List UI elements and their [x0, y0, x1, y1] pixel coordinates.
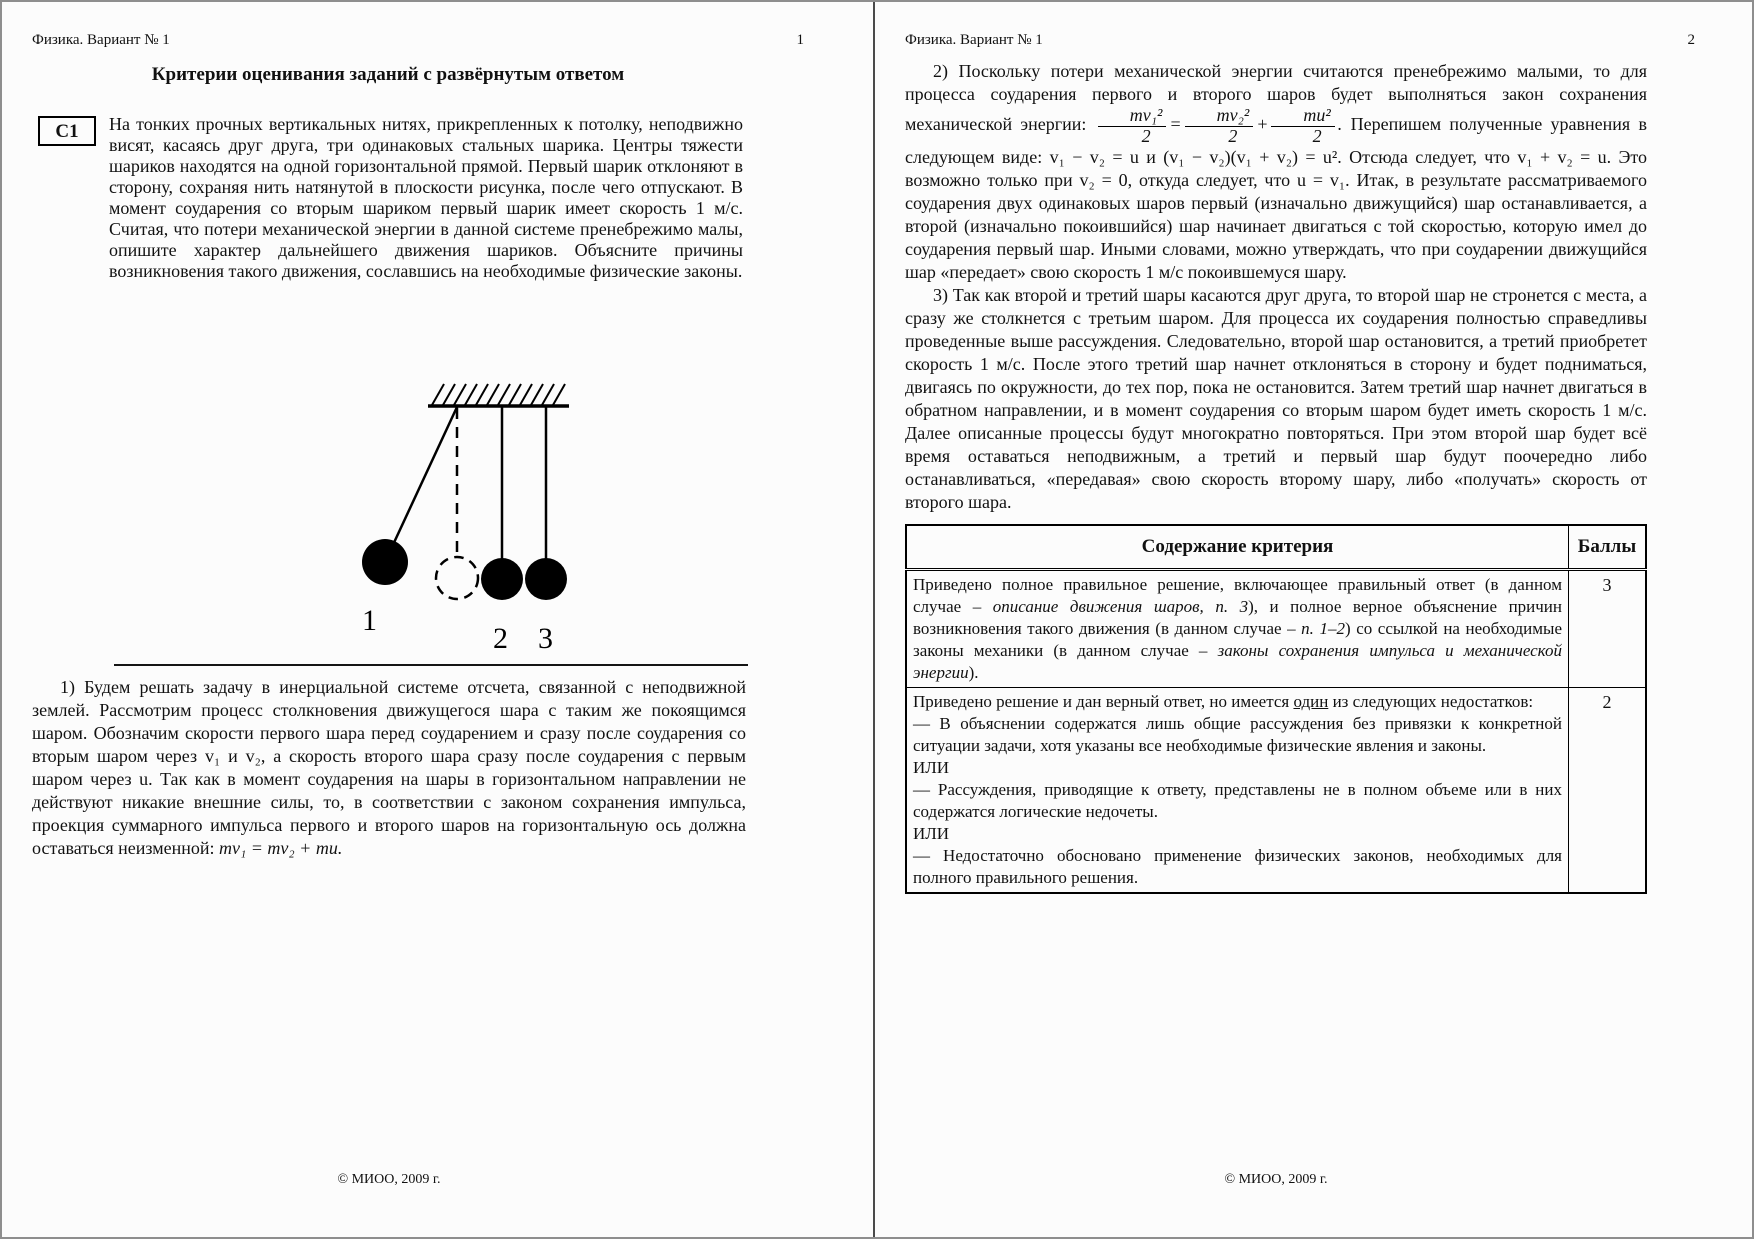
page1-variant-label: Физика. Вариант № 1 [32, 32, 170, 48]
ball-1 [362, 539, 408, 585]
task-text: На тонких прочных вертикальных нитях, прикрепленных к потолку, неподвижно висят, касаясь друг друга, три одинаковых стальных шарика. Центры тяжести шариков находятся на одной горизонтальной прямой. Первый шарик отклоняют в сторону, сохраняя нить натянутой в плоскости рисунка, после чего отпускают. В момент соударения со вторым шариком первый шарик имеет скорость 1 м/с. Считая, что потери механической энергии в данной системе пренебрежимо малы, опишите характер дальнейшего движения шариков. Объясните причины возникновения такого движения, сославшись на необходимые физические законы. [109, 114, 743, 281]
page-1 [2, 2, 873, 1237]
solution-part-1 [32, 676, 746, 860]
fraction-1-numerator: mv₁² [1098, 106, 1167, 127]
equation-period: . [1337, 114, 1343, 135]
row1-score-cell: 3 [1569, 569, 1647, 687]
ball-1-rest-position-dashed [436, 557, 478, 599]
ball-3 [525, 558, 567, 600]
solution-part-1-paragraph [32, 676, 746, 860]
page2-footer-copyright: © МИОО, 2009 г. [1224, 1172, 1328, 1187]
row2-text-1: Приведено решение и дан верный ответ, но имеется [913, 691, 1294, 711]
row2-or-1: ИЛИ [913, 757, 950, 777]
criteria-table-header-row [906, 525, 1646, 570]
page1-page-number: 1 [796, 32, 804, 48]
row2-underlined-word: один [1293, 691, 1329, 711]
fraction-term-2 [1185, 106, 1254, 146]
task-c1-box [38, 116, 96, 146]
page2-variant-label: Физика. Вариант № 1 [905, 32, 1043, 48]
criteria-header-cell: Содержание критерия [906, 525, 1569, 570]
row1-text-4: ). [968, 662, 979, 682]
energy-conservation-equation [1095, 105, 1343, 146]
row1-text-3: ) со ссылкой на необходимые законы механики (в данном случае – [913, 618, 1562, 660]
solution-part-2-lead: 2) Поскольку потери механической энергии считаются пренебрежимо малыми, то для процесса соударения первого и второго шаров будет выполняться закон сохранения механической энергии: [905, 61, 1647, 135]
task-c1-label: С1 [55, 121, 79, 142]
row1-italic-1: описание движения шаров, п. 3 [992, 596, 1249, 616]
criteria-table [905, 524, 1647, 894]
criteria-row-score-2 [906, 687, 1646, 893]
row2-deficiency-2: — Рассуждения, приводящие к ответу, представлены не в полном объеме или в них содержатся логические недочеты. [913, 779, 1562, 821]
ceiling-hatch [432, 384, 565, 405]
row2-score-cell: 2 [1569, 687, 1647, 893]
equation-plus-sign: + [1256, 114, 1269, 135]
row2-text-2: из следующих недостатков: [1328, 691, 1534, 711]
fraction-2-denominator: 2 [1228, 125, 1238, 146]
fraction-3-denominator: 2 [1312, 125, 1322, 146]
row1-text-2: ), и полное верное объяснение причин возникновения такого движения (в данном случае – [913, 596, 1563, 638]
row2-deficiency-1: — В объяснении содержатся лишь общие рассуждения без привязки к конкретной ситуации задачи, хотя указаны все необходимые физические явления и законы. [913, 713, 1562, 755]
fraction-2-numerator: mv₂² [1185, 106, 1254, 127]
row2-deficiency-3: — Недостаточно обосновано применение физических законов, необходимых для полного правильного решения. [913, 845, 1562, 887]
row1-italic-2: п. 1–2 [1301, 618, 1345, 638]
ball-1-label: 1 [362, 604, 377, 637]
ball-2-label: 2 [493, 622, 508, 655]
ball-3-label: 3 [538, 622, 553, 655]
momentum-conservation-formula: mv₁ = mv₂ + mu. [219, 838, 343, 858]
criteria-row-score-3 [906, 569, 1646, 687]
row2-intro-line [913, 691, 1562, 713]
page2-content [905, 60, 1647, 894]
page1-footer-copyright: © МИОО, 2009 г. [337, 1172, 441, 1187]
row1-italic-3: законы сохранения импульса и механической энергии [913, 640, 1562, 682]
thread-1-deflected [385, 407, 457, 562]
newtons-cradle-diagram [324, 372, 586, 664]
row1-text-1: Приведено полное правильное решение, включающее правильный ответ (в данном случае – [913, 574, 1562, 616]
fraction-term-1 [1098, 106, 1167, 146]
criteria-row1-text-cell [906, 569, 1569, 687]
row2-or-2: ИЛИ [913, 823, 950, 843]
page-2 [875, 2, 1752, 1237]
fraction-term-3 [1271, 106, 1334, 146]
solution-part-2-rest: Перепишем полученные уравнения в следующем виде: v₁ − v₂ = u и (v₁ − v₂)(v₁ + v₂) = u². Отсюда следует, что v₁ + v₂ = u. Это возможно только при v₂ = 0, откуда следует, что u = v₁. Итак, в результате рассматриваемого соударения двух одинаковых шаров первый (изначально движущийся) шар останавливается, а второй (изначально покоившийся) шар начинает двигаться с той скоростью, которую имел до соударения первый шар. Иными словами, можно утверждать, что при соударении движущийся шар «передает» свою скорость 1 м/с покоившемуся шару. [905, 114, 1648, 282]
page2-page-number: 2 [1687, 32, 1695, 48]
solution-part-3: 3) Так как второй и третий шары касаются друг друга, то второй шар не стронется с места, а сразу же столкнется с третьим шаром. Для процесса их соударения полностью справедливы проведенные выше рассуждения. Следовательно, второй шар остановится, а третий приобретет скорость 1 м/с. После этого третий шар начнет отклоняться в сторону и будет подниматься, двигаясь по окружности, до тех пор, пока не остановится. Затем третий шар начнет двигаться в обратном направлении, и в момент соударения со вторым шаром будет иметь скорость 1 м/с. Далее описанные процессы будут многократно повторяться. При этом второй шар будет всё время оставаться неподвижным, а третий и первый шар будут поочередно либо останавливаться, «передавая» свою скорость второму шару, либо «получать» скорость от второго шара. [905, 284, 1647, 512]
criteria-row2-text-cell [906, 687, 1569, 893]
ball-2 [481, 558, 523, 600]
fraction-1-denominator: 2 [1141, 125, 1151, 146]
solution-part-1-text: 1) Будем решать задачу в инерциальной системе отсчета, связанной с неподвижной землей. Рассмотрим процесс столкновения движущегося шара с таким же покоящимся шаром. Обозначим скорости первого шара перед соударением и сразу после соударения со вторым шаром через v₁ и v₂, а скорость второго шара сразу после соударения с первым шаром через u. Так как в момент соударения на шары в горизонтальном направлении не действуют никакие внешние силы, то, в соответствии с законом сохранения импульса, проекция суммарного импульса первого и второго шаров на горизонтальную ось должна оставаться неизменной: [32, 677, 746, 858]
separator-rule [114, 664, 748, 666]
solution-part-2 [905, 60, 1647, 284]
fraction-3-numerator: mu² [1271, 106, 1334, 127]
equation-equals-sign: = [1169, 114, 1182, 135]
score-header-cell: Баллы [1569, 525, 1647, 570]
page-title: Критерии оценивания заданий с развёрнутым ответом [151, 64, 625, 85]
